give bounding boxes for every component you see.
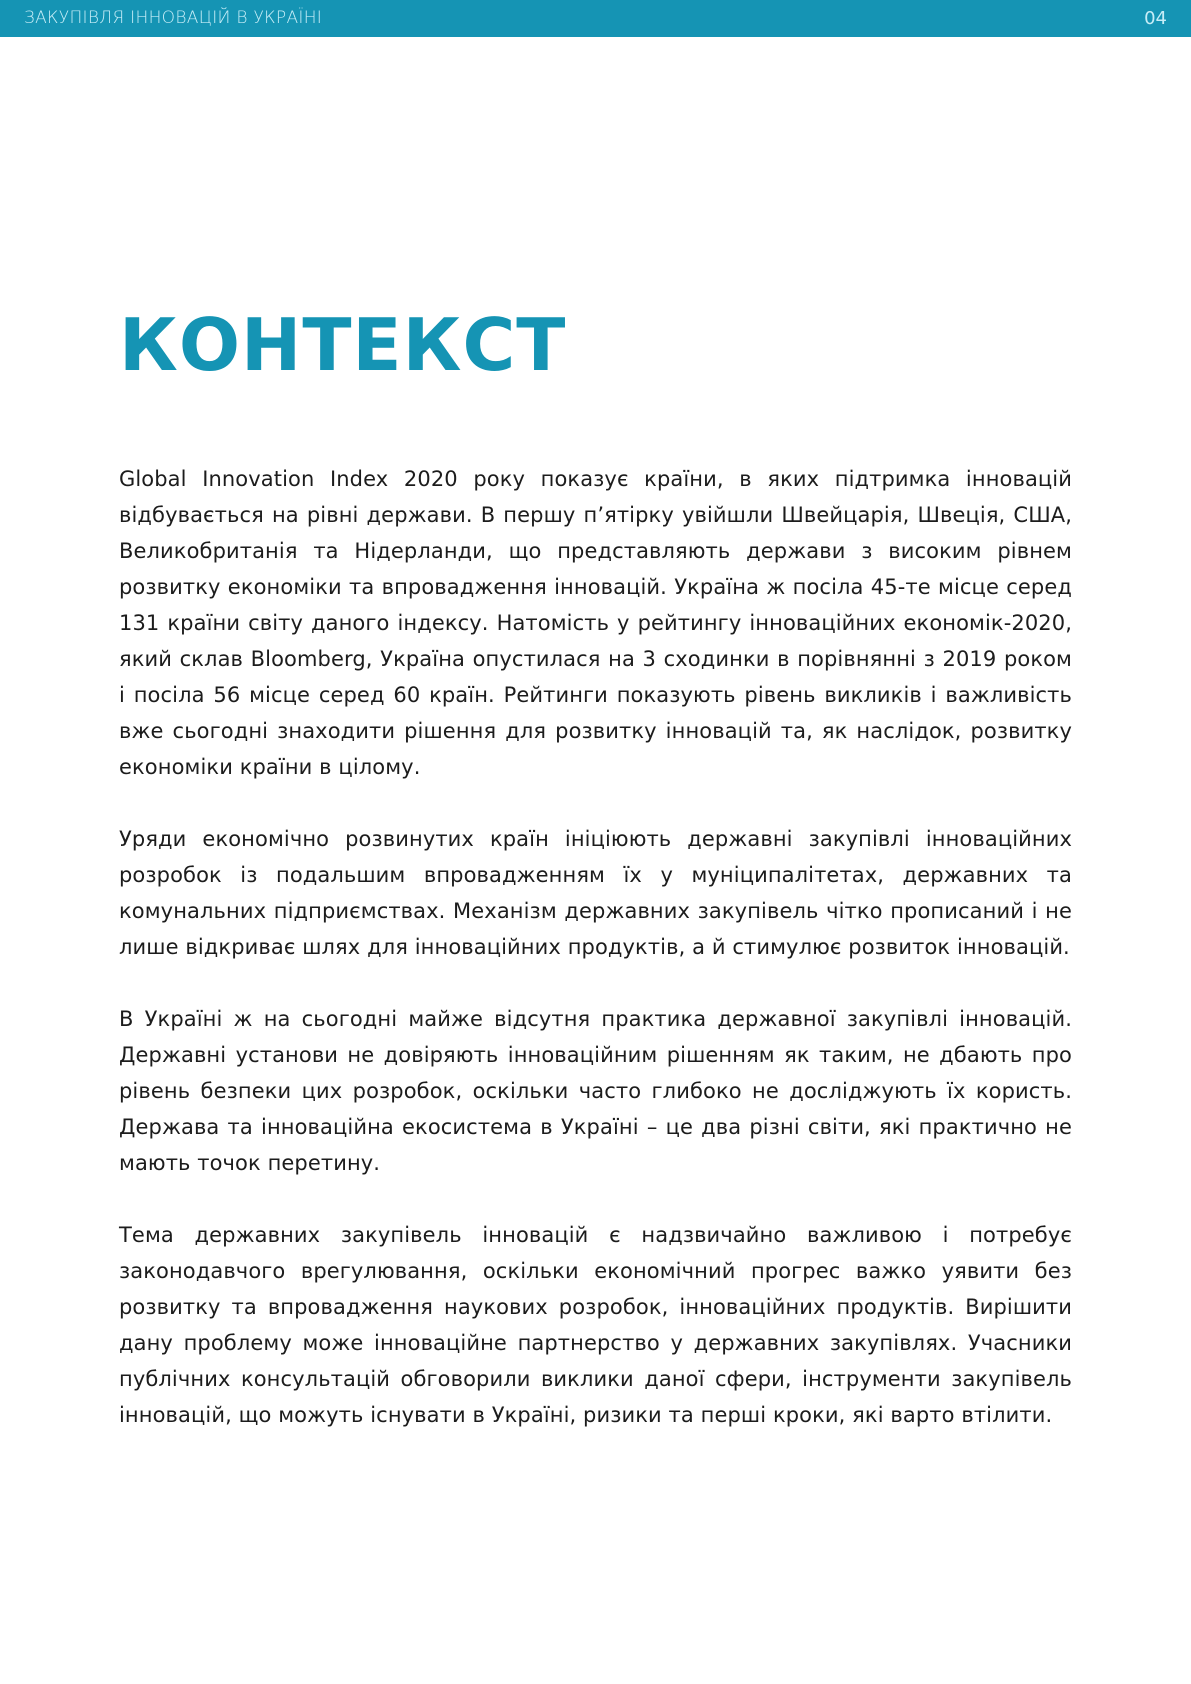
body-text [119, 461, 1072, 1469]
section-title: КОНТЕКСТ [119, 303, 567, 387]
paragraph-procurement-importance: Тема державних закупівель інновацій є надзвичайно важливою і потребує законодавчого врегулювання, оскільки економічний прогрес важко уявити без розвитку та впровадження наукових розробок, інноваційних продуктів. Вирішити дану проблему може інноваційне партнерство у державних закупівлях. Учасники публічних консультацій обговорили виклики даної сфери, інструменти закупівель інновацій, що можуть існувати в Україні, ризики та перші кроки, які варто втілити. [119, 1223, 1072, 1427]
page-number: 04 [1144, 8, 1167, 29]
header-bar [0, 0, 1191, 37]
paragraph-developed-countries: Уряди економічно розвинутих країн ініціюють державні закупівлі інноваційних розробок із подальшим впровадженням їх у муніципалітетах, державних та комунальних підприємствах. Механізм державних закупівель чітко прописаний і не лише відкриває шлях для інноваційних продуктів, а й стимулює розвиток інновацій. [119, 827, 1072, 959]
document-title: ЗАКУПІВЛЯ ІННОВАЦІЙ В УКРАЇНІ [24, 8, 323, 28]
paragraph-global-innovation-index: Global Innovation Index 2020 року показує країни, в яких підтримка інновацій відбувається на рівні держави. В першу п’ятірку увійшли Швейцарія, Швеція, США, Великобританія та Нідерланди, що представляють держави з високим рівнем розвитку економіки та впровадження інновацій. Україна ж посіла 45-те місце серед 131 країни світу даного індексу. Натомість у рейтингу інноваційних економік-2020, який склав Bloomberg, Україна опустилася на 3 сходинки в порівнянні з 2019 роком і посіла 56 місце серед 60 країн. Рейтинги показують рівень викликів і важливість вже сьогодні знаходити рішення для розвитку інновацій та, як наслідок, розвитку економіки країни в цілому. [119, 467, 1072, 779]
paragraph-ukraine-practice: В Україні ж на сьогодні майже відсутня практика державної закупівлі інновацій. Державні установи не довіряють інноваційним рішенням як таким, не дбають про рівень безпеки цих розробок, оскільки часто глибоко не досліджують їх користь. Держава та інноваційна екосистема в Україні – це два різні світи, які практично не мають точок перетину. [119, 1007, 1072, 1175]
